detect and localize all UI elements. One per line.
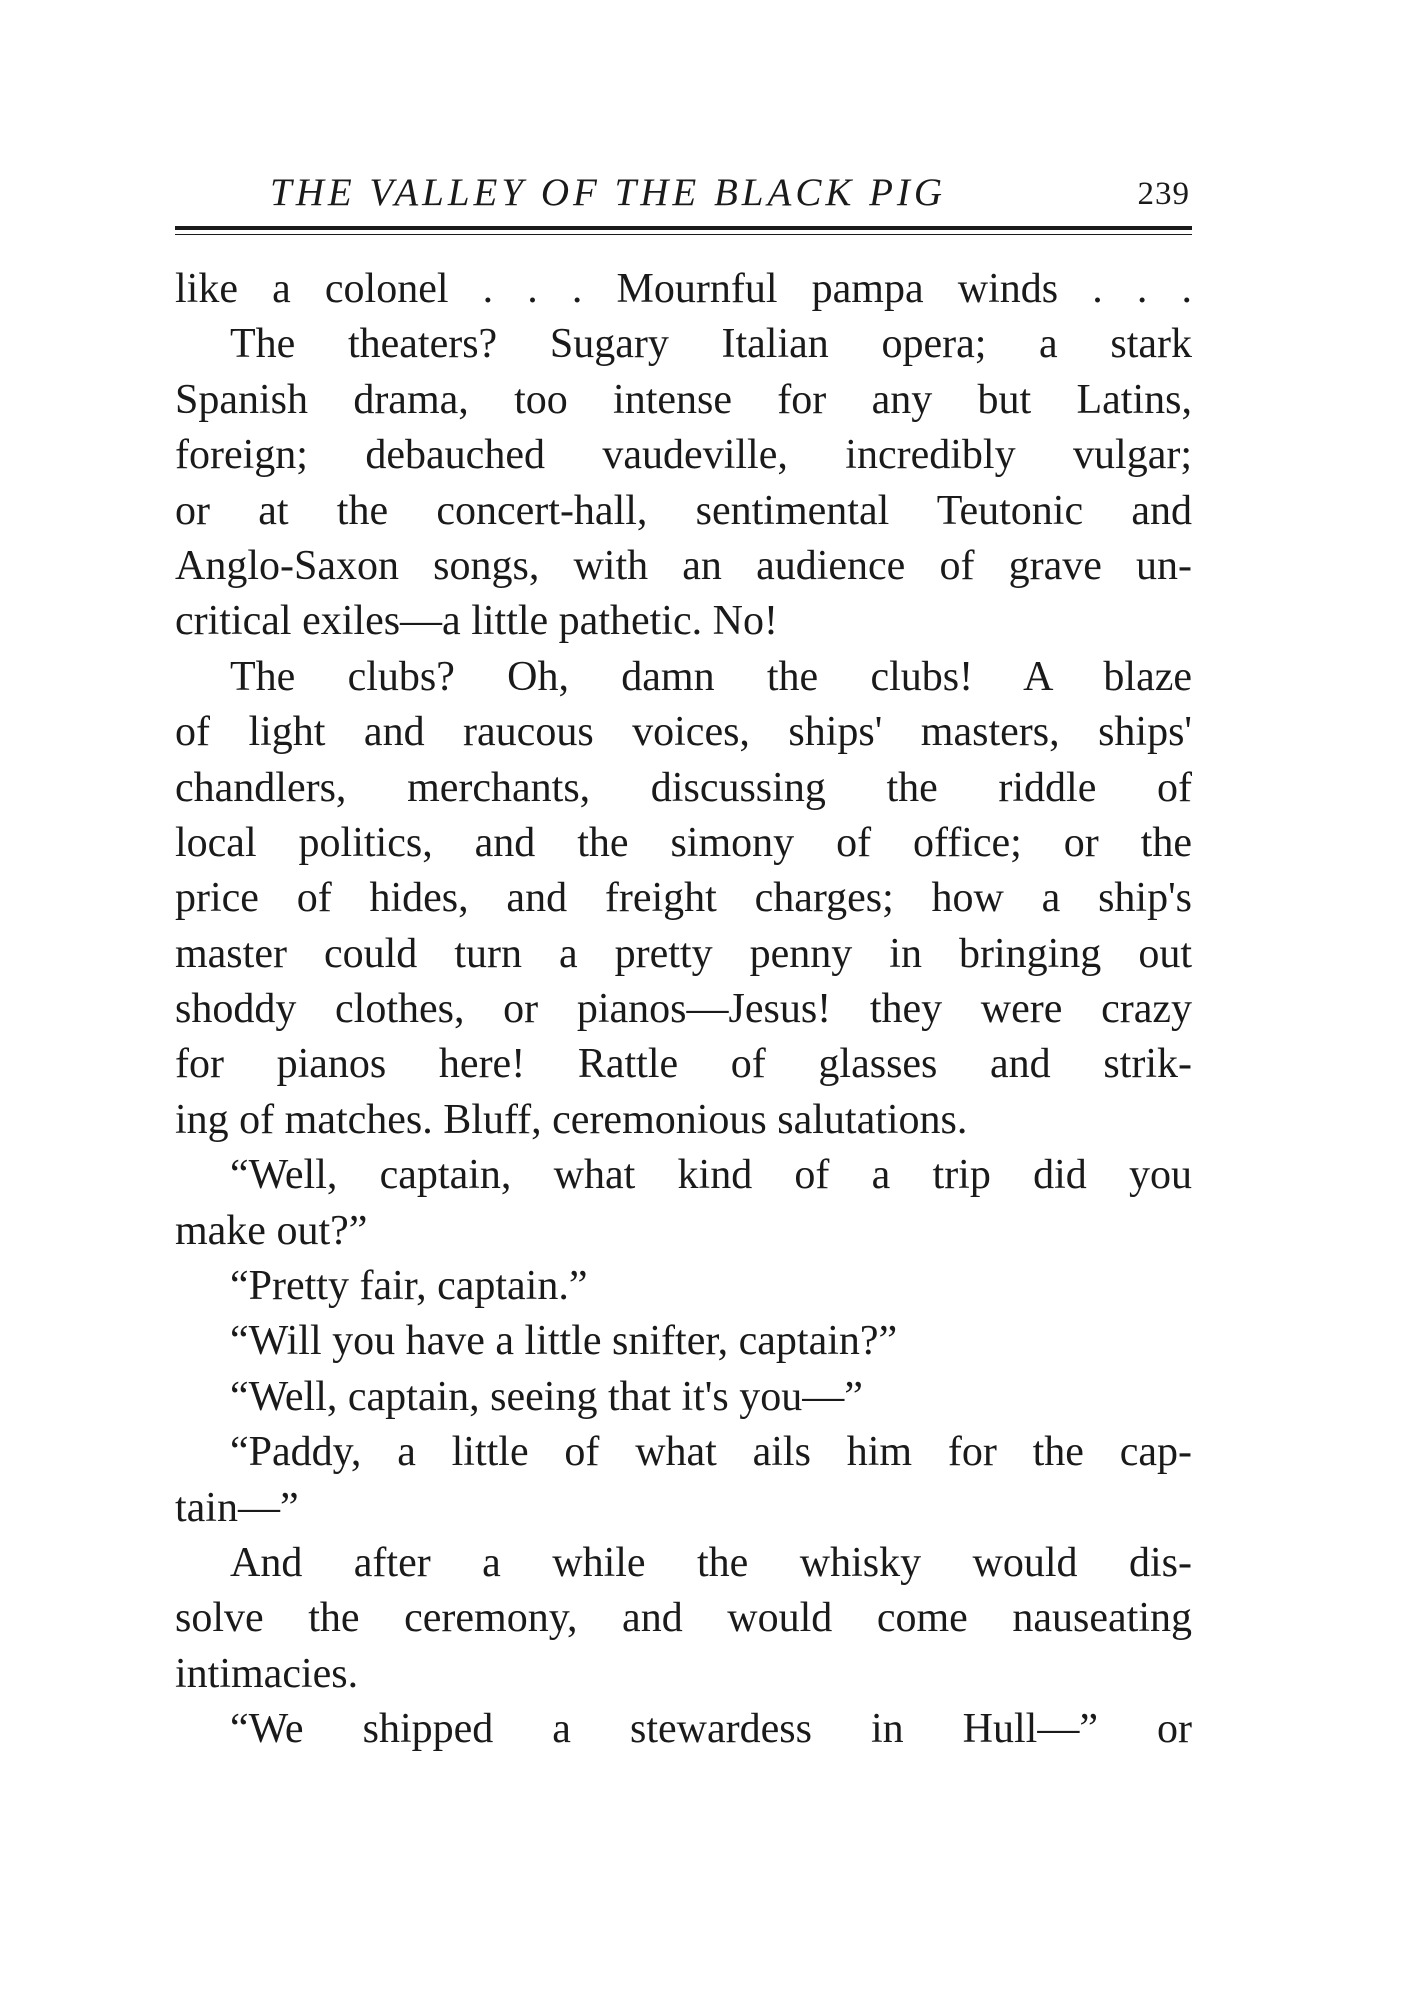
header-rule-thick — [175, 226, 1192, 230]
text-line: intimacies. — [175, 1650, 359, 1697]
text-line: chandlers, merchants, discussing the riddle of — [175, 764, 1192, 811]
text-line: tain—” — [175, 1484, 299, 1531]
text-line: Spanish drama, too intense for any but Latins, — [175, 376, 1192, 423]
text-line: “Will you have a little snifter, captain?” — [230, 1318, 898, 1365]
text-line: “Paddy, a little of what ails him for the cap- — [230, 1429, 1192, 1476]
text-line: “We shipped a stewardess in Hull—” or — [230, 1706, 1192, 1753]
text-line: like a colonel . . . Mournful pampa winds . . . — [175, 266, 1192, 312]
body-text — [175, 262, 1192, 1758]
header-rule-thin — [175, 234, 1192, 235]
text-line: “Pretty fair, captain.” — [230, 1263, 588, 1310]
text-line: The theaters? Sugary Italian opera; a stark — [230, 321, 1192, 368]
text-line: “Well, captain, seeing that it's you—” — [230, 1373, 863, 1420]
text-line: critical exiles—a little pathetic. No! — [175, 598, 778, 645]
text-line: shoddy clothes, or pianos—Jesus! they were crazy — [175, 986, 1192, 1033]
text-line: master could turn a pretty penny in bringing out — [175, 930, 1192, 977]
page-number: 239 — [1137, 176, 1190, 212]
text-line: And after a while the whisky would dis- — [230, 1539, 1192, 1586]
text-line: price of hides, and freight charges; how a ship's — [175, 875, 1192, 922]
text-line: of light and raucous voices, ships' masters, ships' — [175, 709, 1192, 756]
running-head — [270, 170, 1190, 220]
text-line: ing of matches. Bluff, ceremonious salutations. — [175, 1096, 968, 1143]
text-line: for pianos here! Rattle of glasses and strik- — [175, 1041, 1192, 1088]
text-line: Anglo-Saxon songs, with an audience of grave un- — [175, 542, 1192, 589]
text-line: make out?” — [175, 1207, 368, 1254]
text-line: “Well, captain, what kind of a trip did you — [230, 1152, 1192, 1199]
running-title: THE VALLEY OF THE BLACK PIG — [270, 171, 947, 214]
text-line: solve the ceremony, and would come nauseating — [175, 1595, 1192, 1642]
text-line: or at the concert-hall, sentimental Teutonic and — [175, 487, 1192, 534]
text-line: foreign; debauched vaudeville, incredibly vulgar; — [175, 432, 1192, 479]
text-line: The clubs? Oh, damn the clubs! A blaze — [230, 653, 1192, 700]
text-line: local politics, and the simony of office; or the — [175, 819, 1192, 866]
